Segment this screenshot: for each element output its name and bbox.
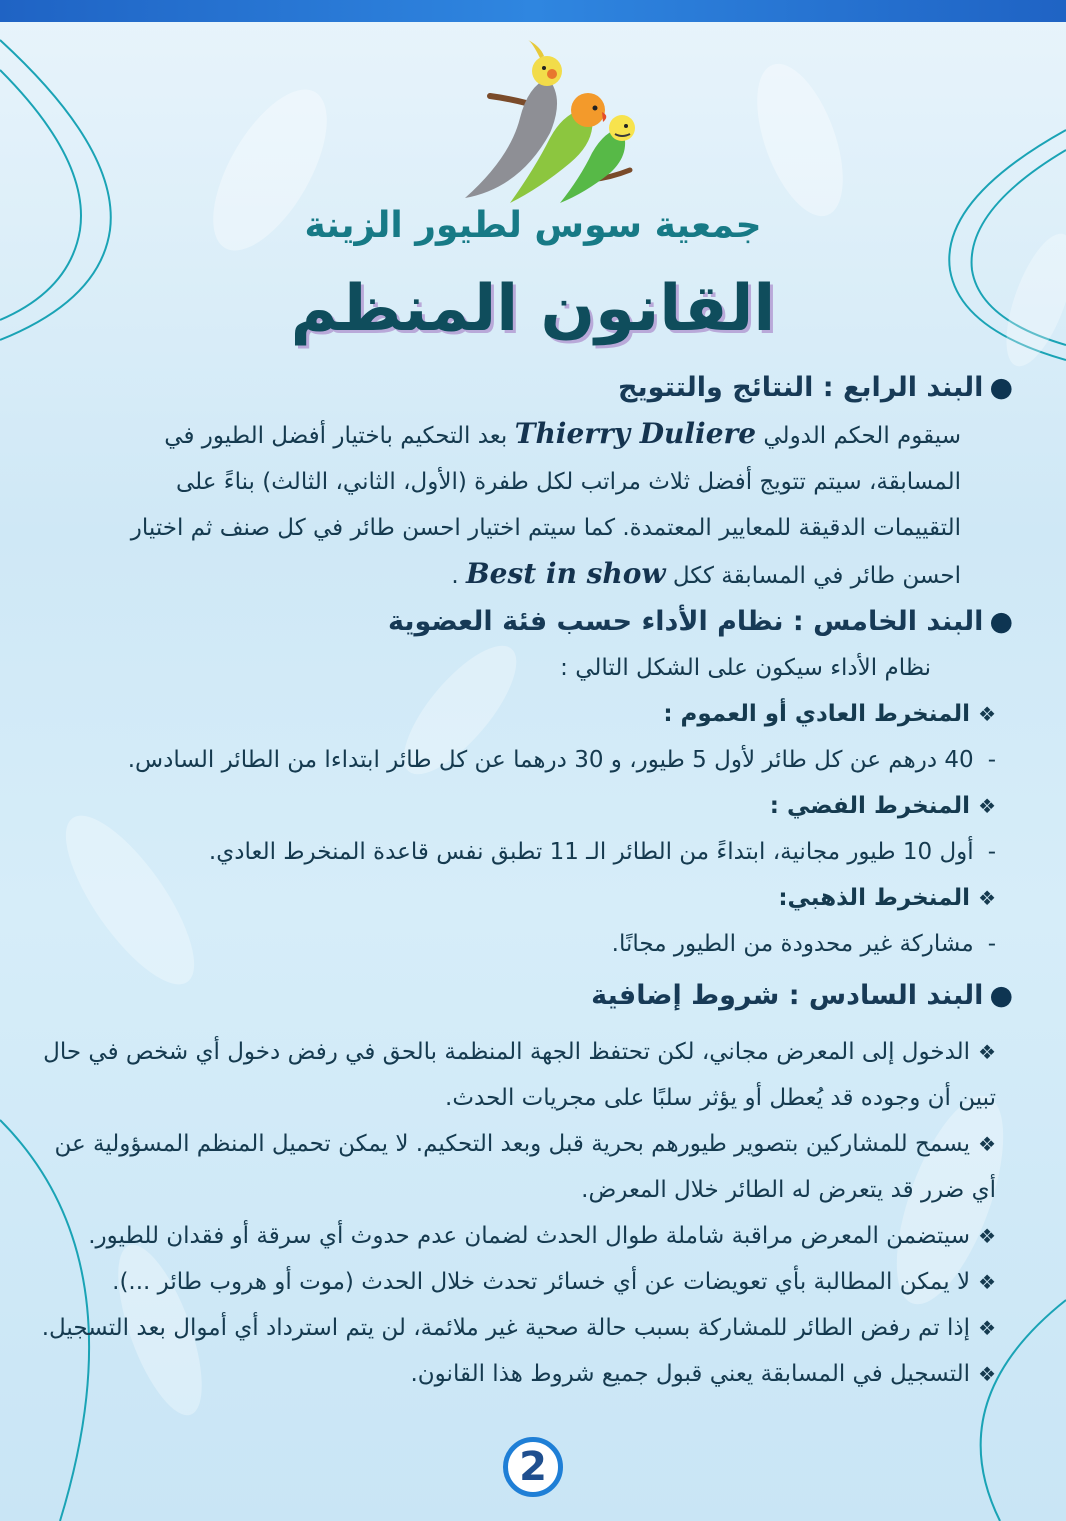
diamond-icon: ❖ [978,1224,996,1248]
paragraph-line [164,417,961,450]
membership-regular-detail [31,737,1021,783]
section-4-title: النتائج والتتويج [618,372,814,403]
diamond-icon: ❖ [978,886,996,910]
diamond-icon: ❖ [978,702,996,726]
dash-icon: - [987,839,996,865]
paragraph-line: التقييمات الدقيقة للمعايير المعتمدة. كما سيتم اختيار احسن طائر في كل صنف ثم اختيار [130,515,961,541]
page-number-badge: 2 [503,1437,563,1497]
diamond-icon: ❖ [978,1270,996,1294]
diamond-icon: ❖ [978,1132,996,1156]
condition-note [31,1259,1021,1305]
section-4-label: البند الرابع : [822,372,984,403]
diamond-icon: ❖ [978,1362,996,1386]
dash-icon: - [987,747,996,773]
item-title: المنخرط العادي أو العموم : [663,701,971,727]
judge-name: Thierry Duliere [514,417,757,450]
text-run: سيقوم الحكم الدولي [756,423,961,449]
document-body [31,365,1021,1397]
item-detail: 40 درهم عن كل طائر لأول 5 طيور، و 30 درهما عن كل طائر ابتداءا من الطائر السادس. [127,747,974,773]
text-run: بعد التحكيم باختيار أفضل الطيور في [164,423,515,449]
section-6-label: البند السادس : [788,980,984,1011]
note-text: الدخول إلى المعرض مجاني، لكن تحتفظ الجهة المنظمة بالحق في رفض دخول أي شخص في حال تبين أن وجوده قد يُعطل أو يؤثر سلبًا على مجريات الحدث. [43,1039,996,1111]
dash-icon: - [987,931,996,957]
section-5-title: نظام الأداء حسب فئة العضوية [388,606,784,637]
diamond-icon: ❖ [978,1316,996,1340]
organization-name: جمعية سوس لطيور الزينة [304,205,762,246]
section-6-heading [31,973,1021,1019]
condition-note [31,1213,1021,1259]
condition-note [31,1305,1021,1351]
note-text: يسمح للمشاركين بتصوير طيورهم بحرية قبل وبعد التحكيم. لا يمكن تحميل المنظم المسؤولية عن أي ضرر قد يتعرض له الطائر خلال المعرض. [54,1131,996,1203]
condition-note [31,1029,1021,1121]
section-5-heading [31,599,1021,645]
bullet-icon: ● [989,606,1013,637]
item-detail: مشاركة غير محدودة من الطيور مجانًا. [611,931,974,957]
membership-gold-title [31,875,1021,921]
membership-silver-detail [31,829,1021,875]
note-text: إذا تم رفض الطائر للمشاركة بسبب حالة صحية غير ملائمة، لن يتم استرداد أي أموال بعد التسجيل. [41,1315,971,1341]
membership-gold-detail [31,921,1021,967]
paragraph-line: المسابقة، سيتم تتويج أفضل ثلاث مراتب لكل طفرة (الأول، الثاني، الثالث) بناءً على [175,469,961,495]
document-title: القانون المنظم [290,272,776,346]
diamond-icon: ❖ [978,794,996,818]
item-detail: أول 10 طيور مجانية، ابتداءً من الطائر الـ 11 تطبق نفس قاعدة المنخرط العادي. [208,839,974,865]
section-5-label: البند الخامس : [792,606,984,637]
text-run: . [451,563,466,589]
diamond-icon: ❖ [978,1040,996,1064]
section-6-title: شروط إضافية [591,980,780,1011]
condition-note [31,1351,1021,1397]
item-title: المنخرط الفضي : [769,793,971,819]
birds-logo [440,38,650,208]
section-4-heading [31,365,1021,411]
section-4-paragraph [31,411,1021,599]
bullet-icon: ● [989,372,1013,403]
membership-regular-title [31,691,1021,737]
membership-silver-title [31,783,1021,829]
bullet-icon: ● [989,980,1013,1011]
text-run: احسن طائر في المسابقة ككل [665,563,961,589]
note-text: سيتضمن المعرض مراقبة شاملة طوال الحدث لضمان عدم حدوث أي سرقة أو فقدان للطيور. [88,1223,971,1249]
note-text: لا يمكن المطالبة بأي تعويضات عن أي خسائر تحدث خلال الحدث (موت أو هروب طائر ...). [112,1269,971,1295]
paragraph-line [451,557,961,590]
condition-note [31,1121,1021,1213]
note-text: التسجيل في المسابقة يعني قبول جميع شروط هذا القانون. [410,1361,971,1387]
item-title: المنخرط الذهبي: [778,885,971,911]
section-5-intro: نظام الأداء سيكون على الشكل التالي : [560,655,931,681]
best-in-show-label: Best in show [466,557,666,590]
